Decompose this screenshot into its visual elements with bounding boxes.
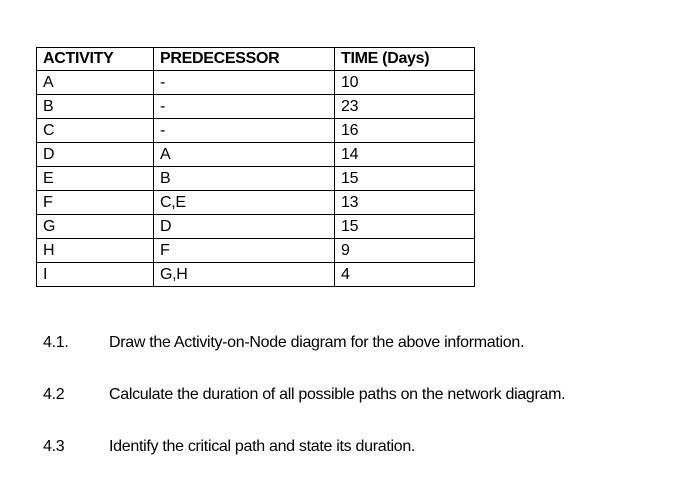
activity-cell: H: [37, 239, 154, 263]
table-row: [37, 263, 475, 287]
time-cell: 23: [335, 95, 475, 119]
activity-cell: B: [37, 95, 154, 119]
predecessor-cell: -: [154, 71, 335, 95]
question-text: Calculate the duration of all possible paths on the network diagram.: [109, 386, 566, 403]
table-row: [37, 215, 475, 239]
header-time: TIME (Days): [335, 48, 475, 71]
table-row: [37, 167, 475, 191]
time-cell: 14: [335, 143, 475, 167]
predecessor-cell: F: [154, 239, 335, 263]
time-cell: 13: [335, 191, 475, 215]
table-row: [37, 143, 475, 167]
question-text: Draw the Activity-on-Node diagram for the above information.: [109, 334, 525, 351]
predecessor-cell: B: [154, 167, 335, 191]
predecessor-cell: G,H: [154, 263, 335, 287]
time-cell: 9: [335, 239, 475, 263]
question-number: 4.2: [43, 386, 65, 403]
predecessor-cell: -: [154, 119, 335, 143]
table-row: [37, 191, 475, 215]
table-row: [37, 119, 475, 143]
time-cell: 16: [335, 119, 475, 143]
activity-cell: F: [37, 191, 154, 215]
table-row: [37, 239, 475, 263]
time-cell: 15: [335, 167, 475, 191]
table-row: [37, 71, 475, 95]
table-row: [37, 95, 475, 119]
activity-cell: D: [37, 143, 154, 167]
question-text: Identify the critical path and state its duration.: [109, 438, 416, 455]
question-number: 4.3: [43, 438, 65, 455]
activity-cell: I: [37, 263, 154, 287]
table-header-row: [37, 48, 475, 71]
time-cell: 4: [335, 263, 475, 287]
predecessor-cell: A: [154, 143, 335, 167]
time-cell: 10: [335, 71, 475, 95]
activity-table: [36, 47, 475, 287]
activity-cell: A: [37, 71, 154, 95]
header-activity: ACTIVITY: [37, 48, 154, 71]
question-number: 4.1.: [43, 334, 69, 351]
activity-cell: C: [37, 119, 154, 143]
predecessor-cell: C,E: [154, 191, 335, 215]
predecessor-cell: -: [154, 95, 335, 119]
header-predecessor: PREDECESSOR: [154, 48, 335, 71]
time-cell: 15: [335, 215, 475, 239]
activity-cell: E: [37, 167, 154, 191]
predecessor-cell: D: [154, 215, 335, 239]
activity-cell: G: [37, 215, 154, 239]
